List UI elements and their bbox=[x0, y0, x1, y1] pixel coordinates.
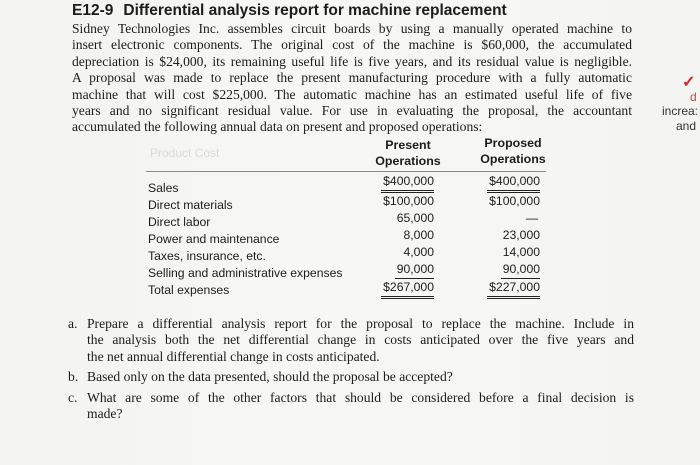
paragraph-line: years and no significant residual value. For use in evaluating the proposal, the accountant bbox=[72, 103, 632, 119]
paragraph-line: A proposal was made to replace the present manufacturing procedure with a fully automatic bbox=[72, 70, 632, 86]
sidebar-letter: d bbox=[690, 90, 697, 104]
present-value: 90,000 bbox=[395, 261, 434, 279]
proposed-operations-header: Proposed Operations bbox=[480, 136, 546, 166]
question-line: the net annual differential change in costs anticipated. bbox=[87, 348, 380, 364]
checkmark-icon: ✓ bbox=[682, 74, 696, 91]
sidebar-text: and bbox=[676, 119, 697, 133]
present-value: 8,000 bbox=[403, 228, 434, 242]
proposed-value: 14,000 bbox=[502, 245, 540, 259]
proposed-total: $227,000 bbox=[487, 279, 540, 299]
row-label: Direct materials bbox=[148, 198, 233, 212]
present-total: $267,000 bbox=[381, 279, 434, 299]
paragraph-line: Sidney Technologies Inc. assembles circuit boards by using a manually operated machine to bbox=[72, 21, 632, 36]
proposed-values bbox=[468, 173, 540, 299]
present-value: 65,000 bbox=[396, 211, 434, 225]
question-c bbox=[68, 390, 634, 423]
row-label: Sales bbox=[148, 181, 179, 195]
paragraph-line: insert electronic components. The original cost of the machine is $60,000, the accumulated bbox=[72, 37, 632, 53]
row-label: Power and maintenance bbox=[148, 232, 280, 246]
row-label: Total expenses bbox=[148, 283, 230, 297]
question-list bbox=[68, 316, 634, 426]
question-letter: a. bbox=[68, 316, 78, 331]
row-label: Taxes, insurance, etc. bbox=[148, 249, 266, 263]
problem-paragraph bbox=[72, 21, 632, 136]
question-line: Based only on the data presented, should the proposal be accepted? bbox=[87, 369, 453, 385]
exercise-heading bbox=[72, 2, 507, 20]
proposed-value: 90,000 bbox=[501, 261, 540, 279]
paragraph-line: accumulated the following annual data on present and proposed operations: bbox=[72, 119, 483, 135]
present-values bbox=[362, 173, 434, 299]
faded-background-text: Product Cost bbox=[150, 146, 220, 160]
row-label: Direct labor bbox=[148, 215, 211, 229]
question-line: made? bbox=[87, 406, 123, 422]
paragraph-line: machine that will cost $225,000. The automatic machine has an estimated useful life of five bbox=[72, 86, 632, 102]
exercise-title: Differential analysis report for machine replacement bbox=[123, 2, 507, 19]
question-a bbox=[68, 316, 634, 365]
exercise-number: E12-9 bbox=[72, 2, 114, 19]
question-line: Prepare a differential analysis report for the proposal to replace the machine. Include in bbox=[87, 316, 634, 331]
row-label: Selling and administrative expenses bbox=[148, 266, 343, 280]
row-labels bbox=[148, 180, 342, 299]
proposed-value: $400,000 bbox=[487, 173, 540, 193]
sidebar-text: increa: bbox=[662, 104, 699, 118]
question-letter: b. bbox=[68, 369, 79, 385]
header-rule bbox=[146, 171, 546, 172]
present-value: 4,000 bbox=[403, 245, 434, 259]
question-letter: c. bbox=[68, 389, 78, 405]
paragraph-line: depreciation is $24,000, its remaining useful life is five years, and its residual value is negligible. bbox=[72, 53, 632, 69]
question-b bbox=[68, 369, 634, 385]
present-value: $100,000 bbox=[383, 194, 434, 208]
proposed-value: — bbox=[525, 211, 539, 225]
question-line: What are some of the other factors that should be considered before a final decision is bbox=[87, 389, 634, 405]
proposed-value: $100,000 bbox=[489, 194, 540, 208]
proposed-value: 23,000 bbox=[502, 228, 540, 242]
present-operations-header: Present Operations bbox=[375, 138, 441, 168]
present-value: $400,000 bbox=[381, 173, 434, 193]
question-line: the analysis both the net differential change in costs anticipated over the five years and bbox=[87, 332, 634, 348]
